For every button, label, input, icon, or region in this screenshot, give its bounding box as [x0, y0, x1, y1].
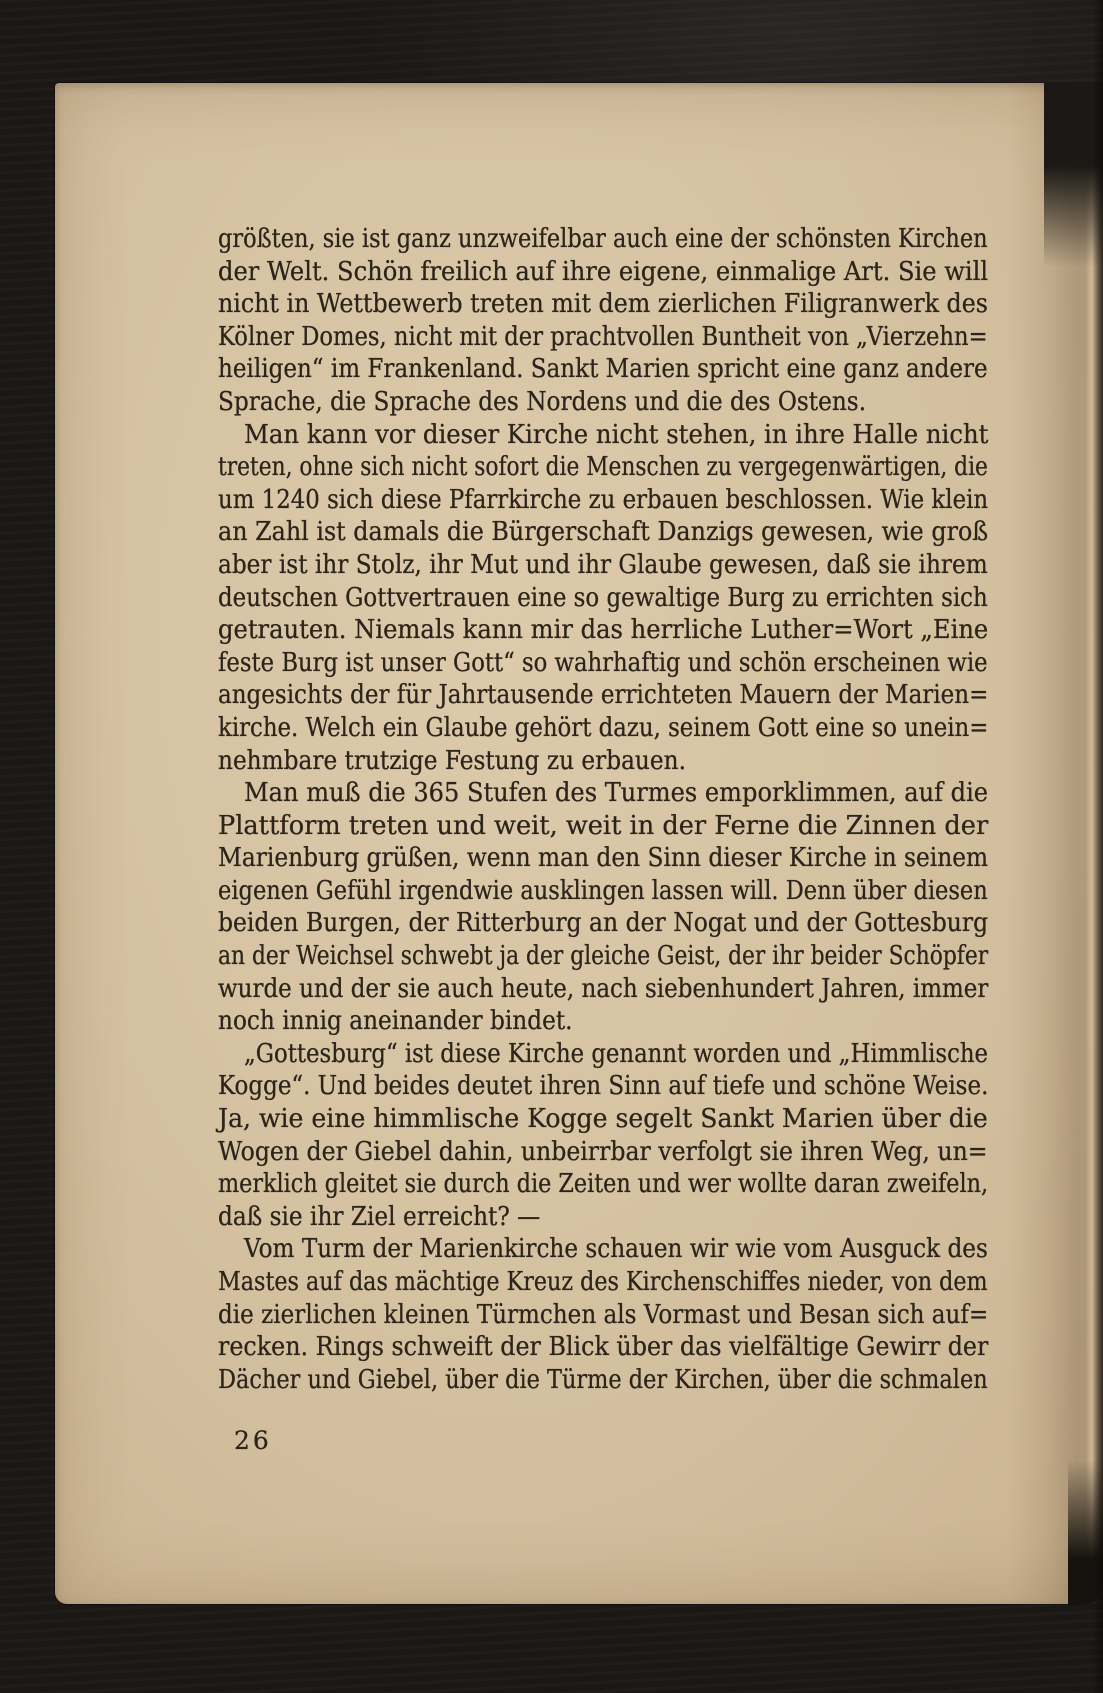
- text-line: größten, sie ist ganz unzweifelbar auch eine der schönsten Kirchen: [218, 224, 988, 254]
- text-line: Mastes auf das mächtige Kreuz des Kirchenschiffes nieder, von dem: [218, 1267, 988, 1297]
- text-line: Man kann vor dieser Kirche nicht stehen, in ihre Halle nicht: [244, 419, 989, 450]
- text-line: Wogen der Giebel dahin, unbeirrbar verfolgt sie ihren Weg, un=: [218, 1136, 988, 1167]
- text-line: Man muß die 365 Stufen des Turmes emporklimmen, auf die: [244, 778, 989, 809]
- binding-shadow-top: [1044, 82, 1103, 267]
- text-line: angesichts der für Jahrtausende errichteten Mauern der Marien=: [218, 680, 989, 711]
- text-line: Dächer und Giebel, über die Türme der Kirchen, über die schmalen: [218, 1364, 988, 1395]
- text-line: beiden Burgen, der Ritterburg an der Nogat und der Gottesburg: [218, 908, 989, 939]
- text-line: an der Weichsel schwebt ja der gleiche Geist, der ihr beider Schöpfer: [218, 941, 989, 972]
- binding-shadow-bottom: [1068, 1460, 1103, 1605]
- book-page: [55, 83, 1103, 1604]
- text-line: recken. Rings schweift der Blick über das vielfältige Gewirr der: [218, 1332, 989, 1363]
- text-line: aber ist ihr Stolz, ihr Mut und ihr Glaube gewesen, daß sie ihrem: [218, 549, 988, 580]
- text-line: Ja, wie eine himmlische Kogge segelt Sankt Marien über die: [218, 1104, 988, 1135]
- text-line: noch innig aneinander bindet.: [218, 1006, 573, 1037]
- text-line: kirche. Welch ein Glaube gehört dazu, seinem Gott eine so unein=: [218, 712, 989, 743]
- text-line: treten, ohne sich nicht sofort die Menschen zu vergegenwärtigen, die: [218, 452, 988, 483]
- text-line: Kogge“. Und beides deutet ihren Sinn auf tiefe und schöne Weise.: [218, 1071, 989, 1102]
- text-line: wurde und der sie auch heute, nach siebenhundert Jahren, immer: [218, 973, 989, 1004]
- text-line: die zierlichen kleinen Türmchen als Vormast und Besan sich auf=: [218, 1299, 989, 1330]
- text-line: feste Burg ist unser Gott“ so wahrhaftig und schön erscheinen wie: [218, 647, 988, 678]
- text-line: Marienburg grüßen, wenn man den Sinn dieser Kirche in seinem: [218, 843, 989, 874]
- text-line: Vom Turm der Marienkirche schauen wir wie vom Ausguck des: [244, 1234, 988, 1265]
- text-line: nicht in Wettbewerb treten mit dem zierlichen Filigranwerk des: [218, 289, 988, 320]
- text-line: nehmbare trutzige Festung zu erbauen.: [218, 745, 686, 776]
- gutter-shadow: [1007, 83, 1103, 1604]
- text-line: Kölner Domes, nicht mit der prachtvollen Buntheit von „Vierzehn=: [218, 321, 988, 352]
- text-block: [218, 223, 988, 1396]
- text-line: Sprache, die Sprache des Nordens und die des Ostens.: [218, 386, 867, 417]
- text-line: „Gottesburg“ ist diese Kirche genannt worden und „Himmlische: [244, 1038, 989, 1069]
- text-line: getrauten. Niemals kann mir das herrliche Luther=Wort „Eine: [218, 615, 989, 646]
- text-line: deutschen Gottvertrauen eine so gewaltige Burg zu errichten sich: [218, 582, 988, 613]
- text-line: daß sie ihr Ziel erreicht? —: [218, 1201, 541, 1232]
- text-line: eigenen Gefühl irgendwie ausklingen lassen will. Denn über diesen: [218, 875, 988, 906]
- page-number: 26: [234, 1426, 272, 1455]
- text-line: der Welt. Schön freilich auf ihre eigene, einmalige Art. Sie will: [218, 256, 989, 287]
- text-line: heiligen“ im Frankenland. Sankt Marien spricht eine ganz andere: [218, 354, 988, 385]
- text-line: um 1240 sich diese Pfarrkirche zu erbauen beschlossen. Wie klein: [218, 484, 989, 515]
- text-line: an Zahl ist damals die Bürgerschaft Danzigs gewesen, wie groß: [218, 517, 989, 548]
- text-line: Plattform treten und weit, weit in der Ferne die Zinnen der: [218, 810, 989, 841]
- text-line: merklich gleitet sie durch die Zeiten und wer wollte daran zweifeln,: [218, 1169, 989, 1200]
